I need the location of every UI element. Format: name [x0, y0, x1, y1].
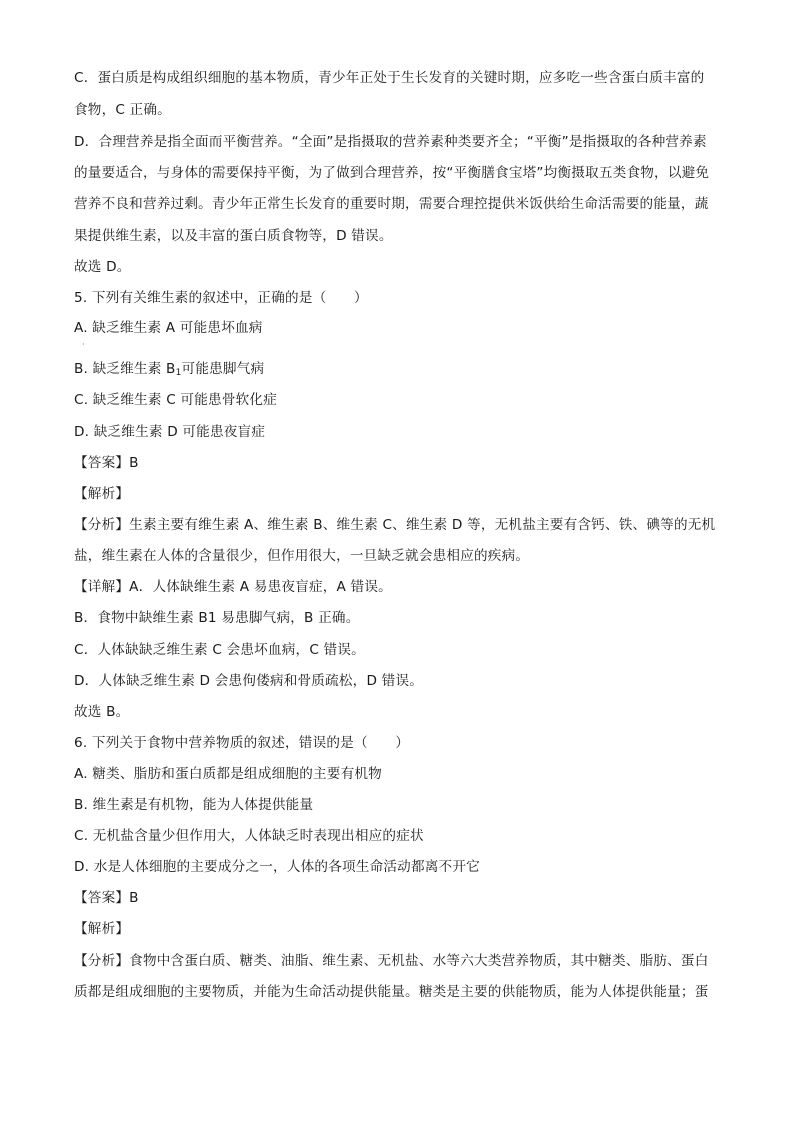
q5-option-d: D. 缺乏维生素 D 可能患夜盲症 — [74, 424, 266, 440]
q5-option-c: C. 缺乏维生素 C 可能患骨软化症 — [74, 392, 277, 408]
q4-option-c-line-1: C．蛋白质是构成组织细胞的基本物质，青少年正处于生长发育的关键时期，应多吃一些含蛋白质丰富的 — [74, 70, 705, 86]
q5-stem: 5. 下列有关维生素的叙述中，正确的是（ ） — [74, 290, 368, 306]
q5-detail-a: 【详解】A．人体缺维生素 A 易患夜盲症，A 错误。 — [74, 579, 392, 595]
q4-option-d-line-4: 果提供维生素，以及丰富的蛋白质食物等，D 错误。 — [74, 228, 393, 244]
q6-option-d: D. 水是人体细胞的主要成分之一，人体的各项生命活动都离不开它 — [74, 859, 480, 875]
q5-option-a: A. 缺乏维生素 A 可能患坏血病 — [74, 320, 263, 336]
q5-conclusion: 故选 B。 — [74, 704, 130, 720]
q5-detail-d: D．人体缺乏维生素 D 会患佝偻病和骨质疏松，D 错误。 — [74, 673, 424, 689]
q5-option-b-subscript: 1 — [175, 368, 182, 378]
q5-fenxi-line-2: 盐，维生素在人体的含量很少，但作用很大，一旦缺乏就会患相应的疾病。 — [74, 548, 530, 564]
q6-fenxi-line-2: 质都是组成细胞的主要物质，并能为生命活动提供能量。糖类是主要的供能物质，能为人体提供能量；蛋 — [74, 984, 709, 1000]
q5-detail-c: C．人体缺缺乏维生素 C 会患坏血病，C 错误。 — [74, 642, 365, 658]
q4-option-d-line-1: D．合理营养是指全面而平衡营养。“全面”是指摄取的营养素种类要齐全；“平衡”是指摄取的各种营养素 — [74, 134, 707, 150]
q6-option-c: C. 无机盐含量少但作用大，人体缺乏时表现出相应的症状 — [74, 828, 424, 844]
q4-option-d-line-2: 的量要适合，与身体的需要保持平衡，为了做到合理营养，按“平衡膳食宝塔”均衡摄取五类食物，以避免 — [74, 165, 710, 181]
q5-option-b — [74, 359, 724, 383]
q5-option-b-text: B. 缺乏维生素 B — [74, 361, 176, 377]
q5-answer: 【答案】B — [74, 455, 139, 471]
q6-fenxi-line-1: 【分析】食物中含蛋白质、糖类、油脂、维生素、无机盐、水等六大类营养物质，其中糖类、脂肪、蛋白 — [74, 953, 709, 969]
q6-option-b: B. 维生素是有机物，能为人体提供能量 — [74, 797, 314, 813]
stray-dot-mark: · — [82, 340, 85, 349]
q5-detail-b: B．食物中缺维生素 B1 易患脚气病，B 正确。 — [74, 610, 360, 626]
q5-fenxi-line-1: 【分析】生素主要有维生素 A、维生素 B、维生素 C、维生素 D 等，无机盐主要有含钙、铁、碘等的无机 — [74, 517, 716, 533]
q4-option-d-line-3: 营养不良和营养过剩。青少年正常生长发育的重要时期，需要合理控提供米饭供给生命活需要的能量，蔬 — [74, 196, 709, 212]
q4-option-c-line-2: 食物，C 正确。 — [74, 102, 171, 118]
q6-answer: 【答案】B — [74, 890, 139, 906]
q6-stem: 6. 下列关于食物中营养物质的叙述，错误的是（ ） — [74, 735, 410, 751]
q6-analysis-label: 【解析】 — [74, 921, 130, 937]
q5-option-b-text-end: 可能患脚气病 — [181, 361, 265, 377]
q4-conclusion: 故选 D。 — [74, 259, 131, 275]
q5-analysis-label: 【解析】 — [74, 486, 130, 502]
q6-option-a: A. 糖类、脂肪和蛋白质都是组成细胞的主要有机物 — [74, 766, 382, 782]
